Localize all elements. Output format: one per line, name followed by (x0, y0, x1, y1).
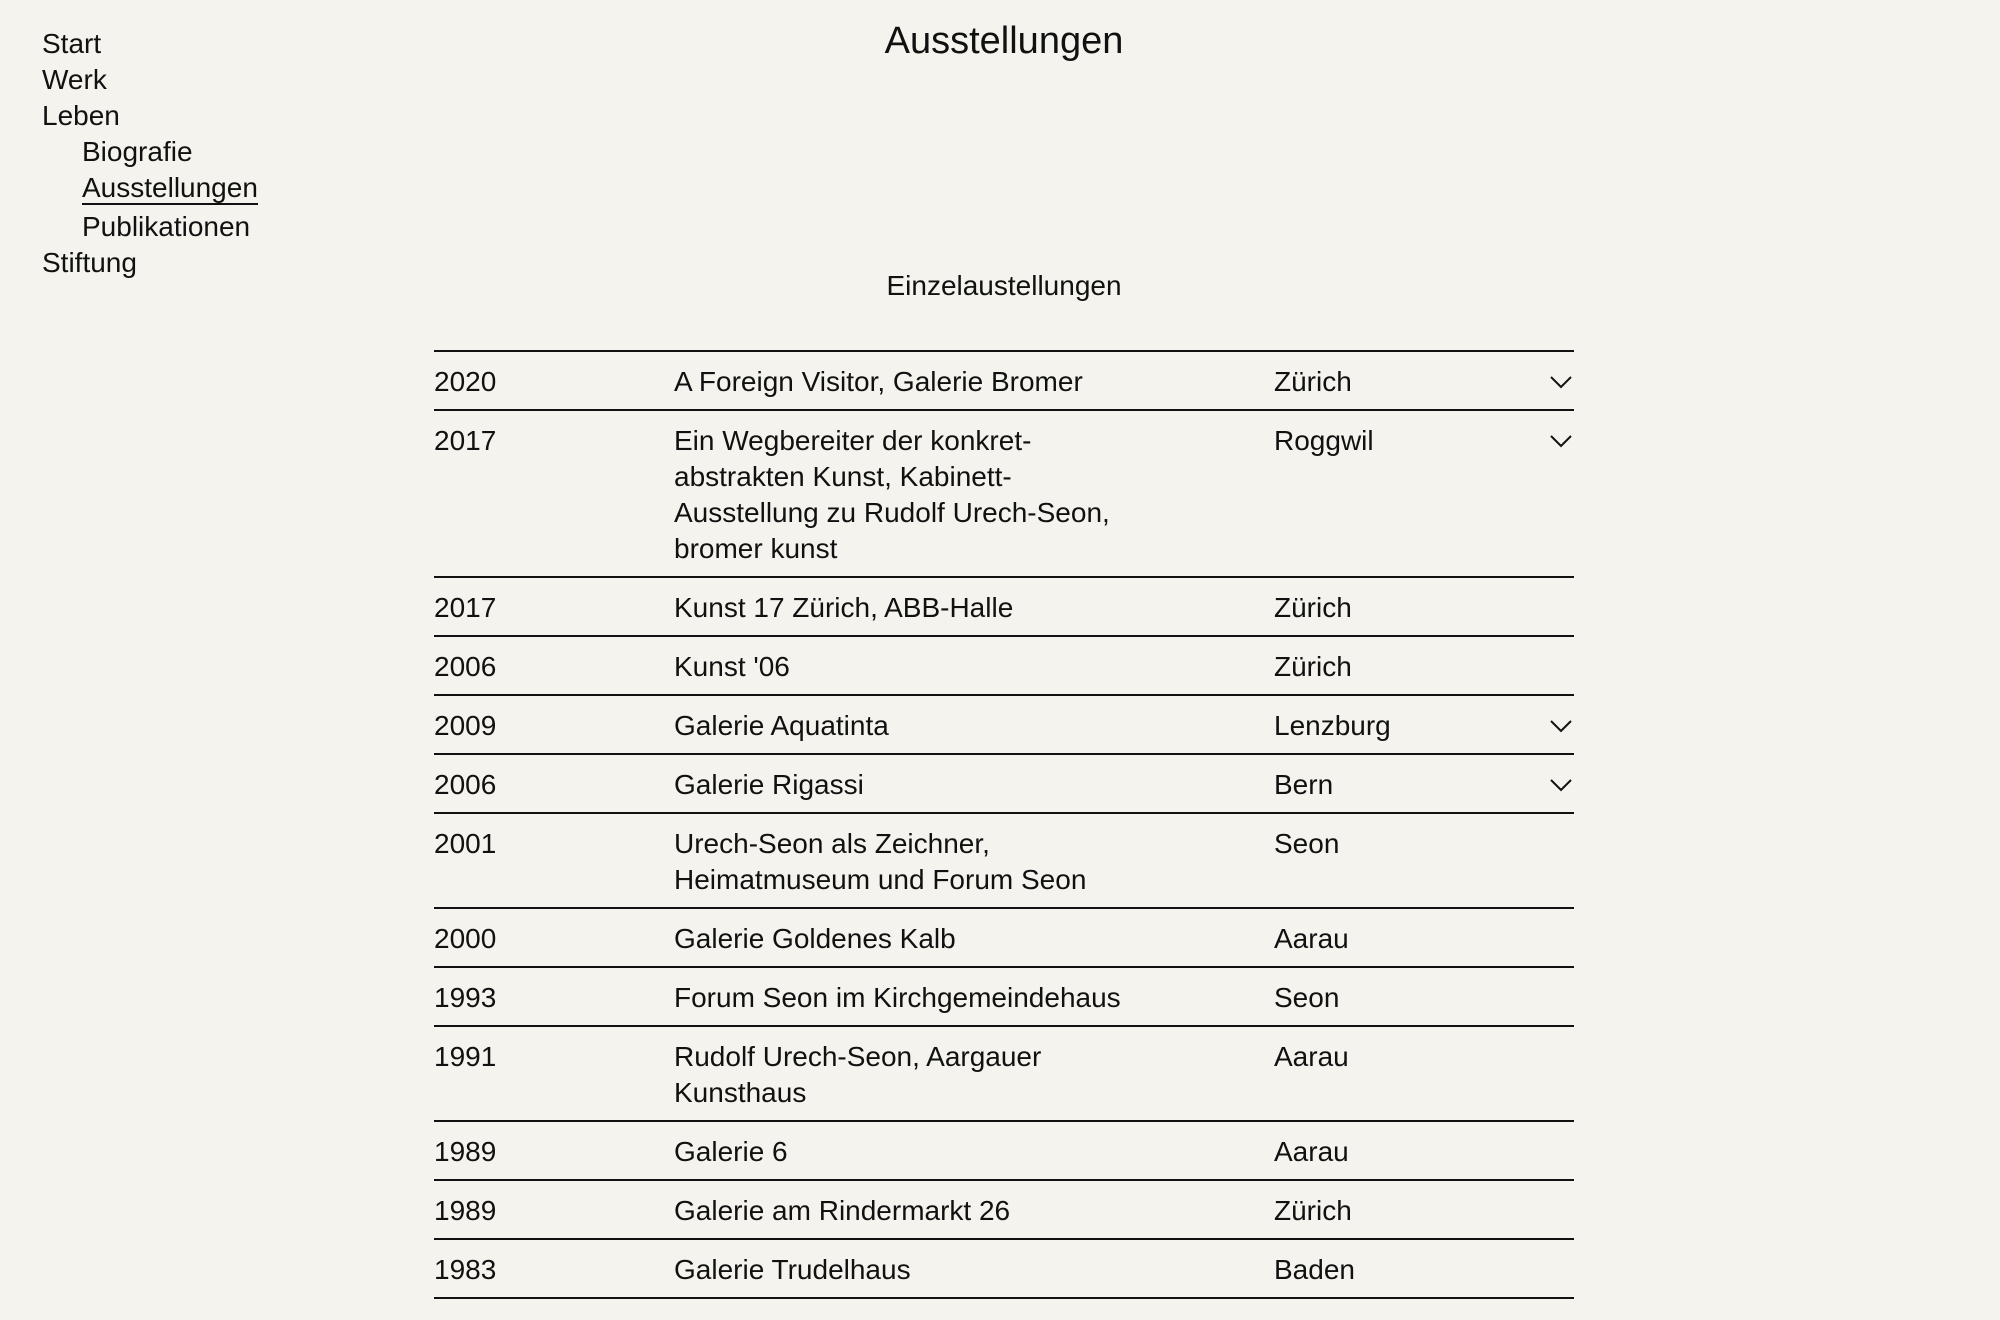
exhibition-row (434, 578, 1574, 637)
exhibition-row[interactable] (434, 696, 1574, 755)
exhibition-city: Baden (1274, 1254, 1355, 1285)
chevron-down-icon[interactable] (1548, 718, 1574, 734)
exhibition-title: Galerie am Rindermarkt 26 (674, 1195, 1011, 1226)
exhibition-year: 1991 (434, 1041, 497, 1072)
page-title: Ausstellungen (884, 20, 1124, 62)
chevron-down-icon[interactable] (1548, 777, 1574, 793)
exhibition-city: Lenzburg (1274, 710, 1391, 741)
exhibition-year: 1983 (434, 1254, 497, 1285)
exhibition-year: 2020 (434, 366, 497, 397)
chevron-down-icon[interactable] (1548, 433, 1574, 449)
section-title: Einzelaustellungen (886, 270, 1122, 301)
exhibitions-list (434, 350, 1574, 1299)
exhibition-title: Ein Wegbereiter der konkret-abstrakten Kunst, Kabinett-Ausstellung zu Rudolf Urech-Seon, bromer kunst (674, 425, 1110, 564)
exhibition-title: A Foreign Visitor, Galerie Bromer (674, 366, 1083, 397)
exhibition-title: Galerie Rigassi (674, 769, 864, 800)
exhibition-city: Seon (1274, 828, 1340, 859)
nav-item-ausstellungen[interactable] (42, 170, 258, 209)
exhibition-city: Zürich (1274, 592, 1352, 623)
nav-item-label: Werk (42, 64, 107, 95)
exhibition-year: 2017 (434, 425, 497, 456)
exhibition-city: Aarau (1274, 1041, 1349, 1072)
nav-item-publikationen[interactable] (42, 209, 258, 245)
nav-item-stiftung[interactable] (42, 245, 258, 281)
exhibition-title: Kunst 17 Zürich, ABB-Halle (674, 592, 1014, 623)
exhibition-city: Seon (1274, 982, 1340, 1013)
exhibition-city: Bern (1274, 769, 1334, 800)
exhibition-year: 1993 (434, 982, 497, 1013)
nav-item-start[interactable] (42, 26, 258, 62)
exhibition-title: Galerie Goldenes Kalb (674, 923, 956, 954)
nav-item-label: Ausstellungen (82, 172, 258, 203)
exhibition-title: Kunst '06 (674, 651, 790, 682)
exhibition-row (434, 1027, 1574, 1122)
exhibition-year: 1989 (434, 1136, 497, 1167)
exhibition-row (434, 1122, 1574, 1181)
exhibition-year: 2006 (434, 769, 497, 800)
exhibition-city: Roggwil (1274, 425, 1374, 456)
nav-item-werk[interactable] (42, 62, 258, 98)
exhibition-year: 2001 (434, 828, 497, 859)
exhibition-city: Aarau (1274, 923, 1349, 954)
exhibition-year: 2006 (434, 651, 497, 682)
exhibition-city: Zürich (1274, 1195, 1352, 1226)
exhibition-year: 2000 (434, 923, 497, 954)
nav-item-label: Leben (42, 100, 120, 131)
exhibition-title: Rudolf Urech-Seon, Aargauer Kunsthaus (674, 1041, 1042, 1108)
exhibition-row (434, 637, 1574, 696)
exhibition-title: Galerie Trudelhaus (674, 1254, 911, 1285)
side-navigation (42, 26, 258, 281)
exhibition-title: Forum Seon im Kirchgemeindehaus (674, 982, 1121, 1013)
exhibition-city: Zürich (1274, 366, 1352, 397)
chevron-down-icon[interactable] (1548, 374, 1574, 390)
exhibition-title: Urech-Seon als Zeichner, Heimatmuseum und Forum Seon (674, 828, 1087, 895)
nav-item-label: Start (42, 28, 102, 59)
nav-item-label: Biografie (82, 136, 193, 167)
exhibition-row[interactable] (434, 352, 1574, 411)
exhibition-title: Galerie Aquatinta (674, 710, 889, 741)
exhibition-title: Galerie 6 (674, 1136, 788, 1167)
exhibition-row (434, 814, 1574, 909)
exhibition-row (434, 1240, 1574, 1299)
exhibition-city: Zürich (1274, 651, 1352, 682)
exhibition-row (434, 968, 1574, 1027)
nav-item-leben[interactable] (42, 98, 258, 134)
exhibition-city: Aarau (1274, 1136, 1349, 1167)
nav-item-biografie[interactable] (42, 134, 258, 170)
exhibition-year: 2017 (434, 592, 497, 623)
exhibition-row[interactable] (434, 411, 1574, 578)
exhibition-row (434, 1181, 1574, 1240)
nav-item-label: Publikationen (82, 211, 251, 242)
exhibition-row (434, 909, 1574, 968)
exhibition-year: 2009 (434, 710, 497, 741)
exhibition-row[interactable] (434, 755, 1574, 814)
exhibition-year: 1989 (434, 1195, 497, 1226)
nav-item-label: Stiftung (42, 247, 137, 278)
